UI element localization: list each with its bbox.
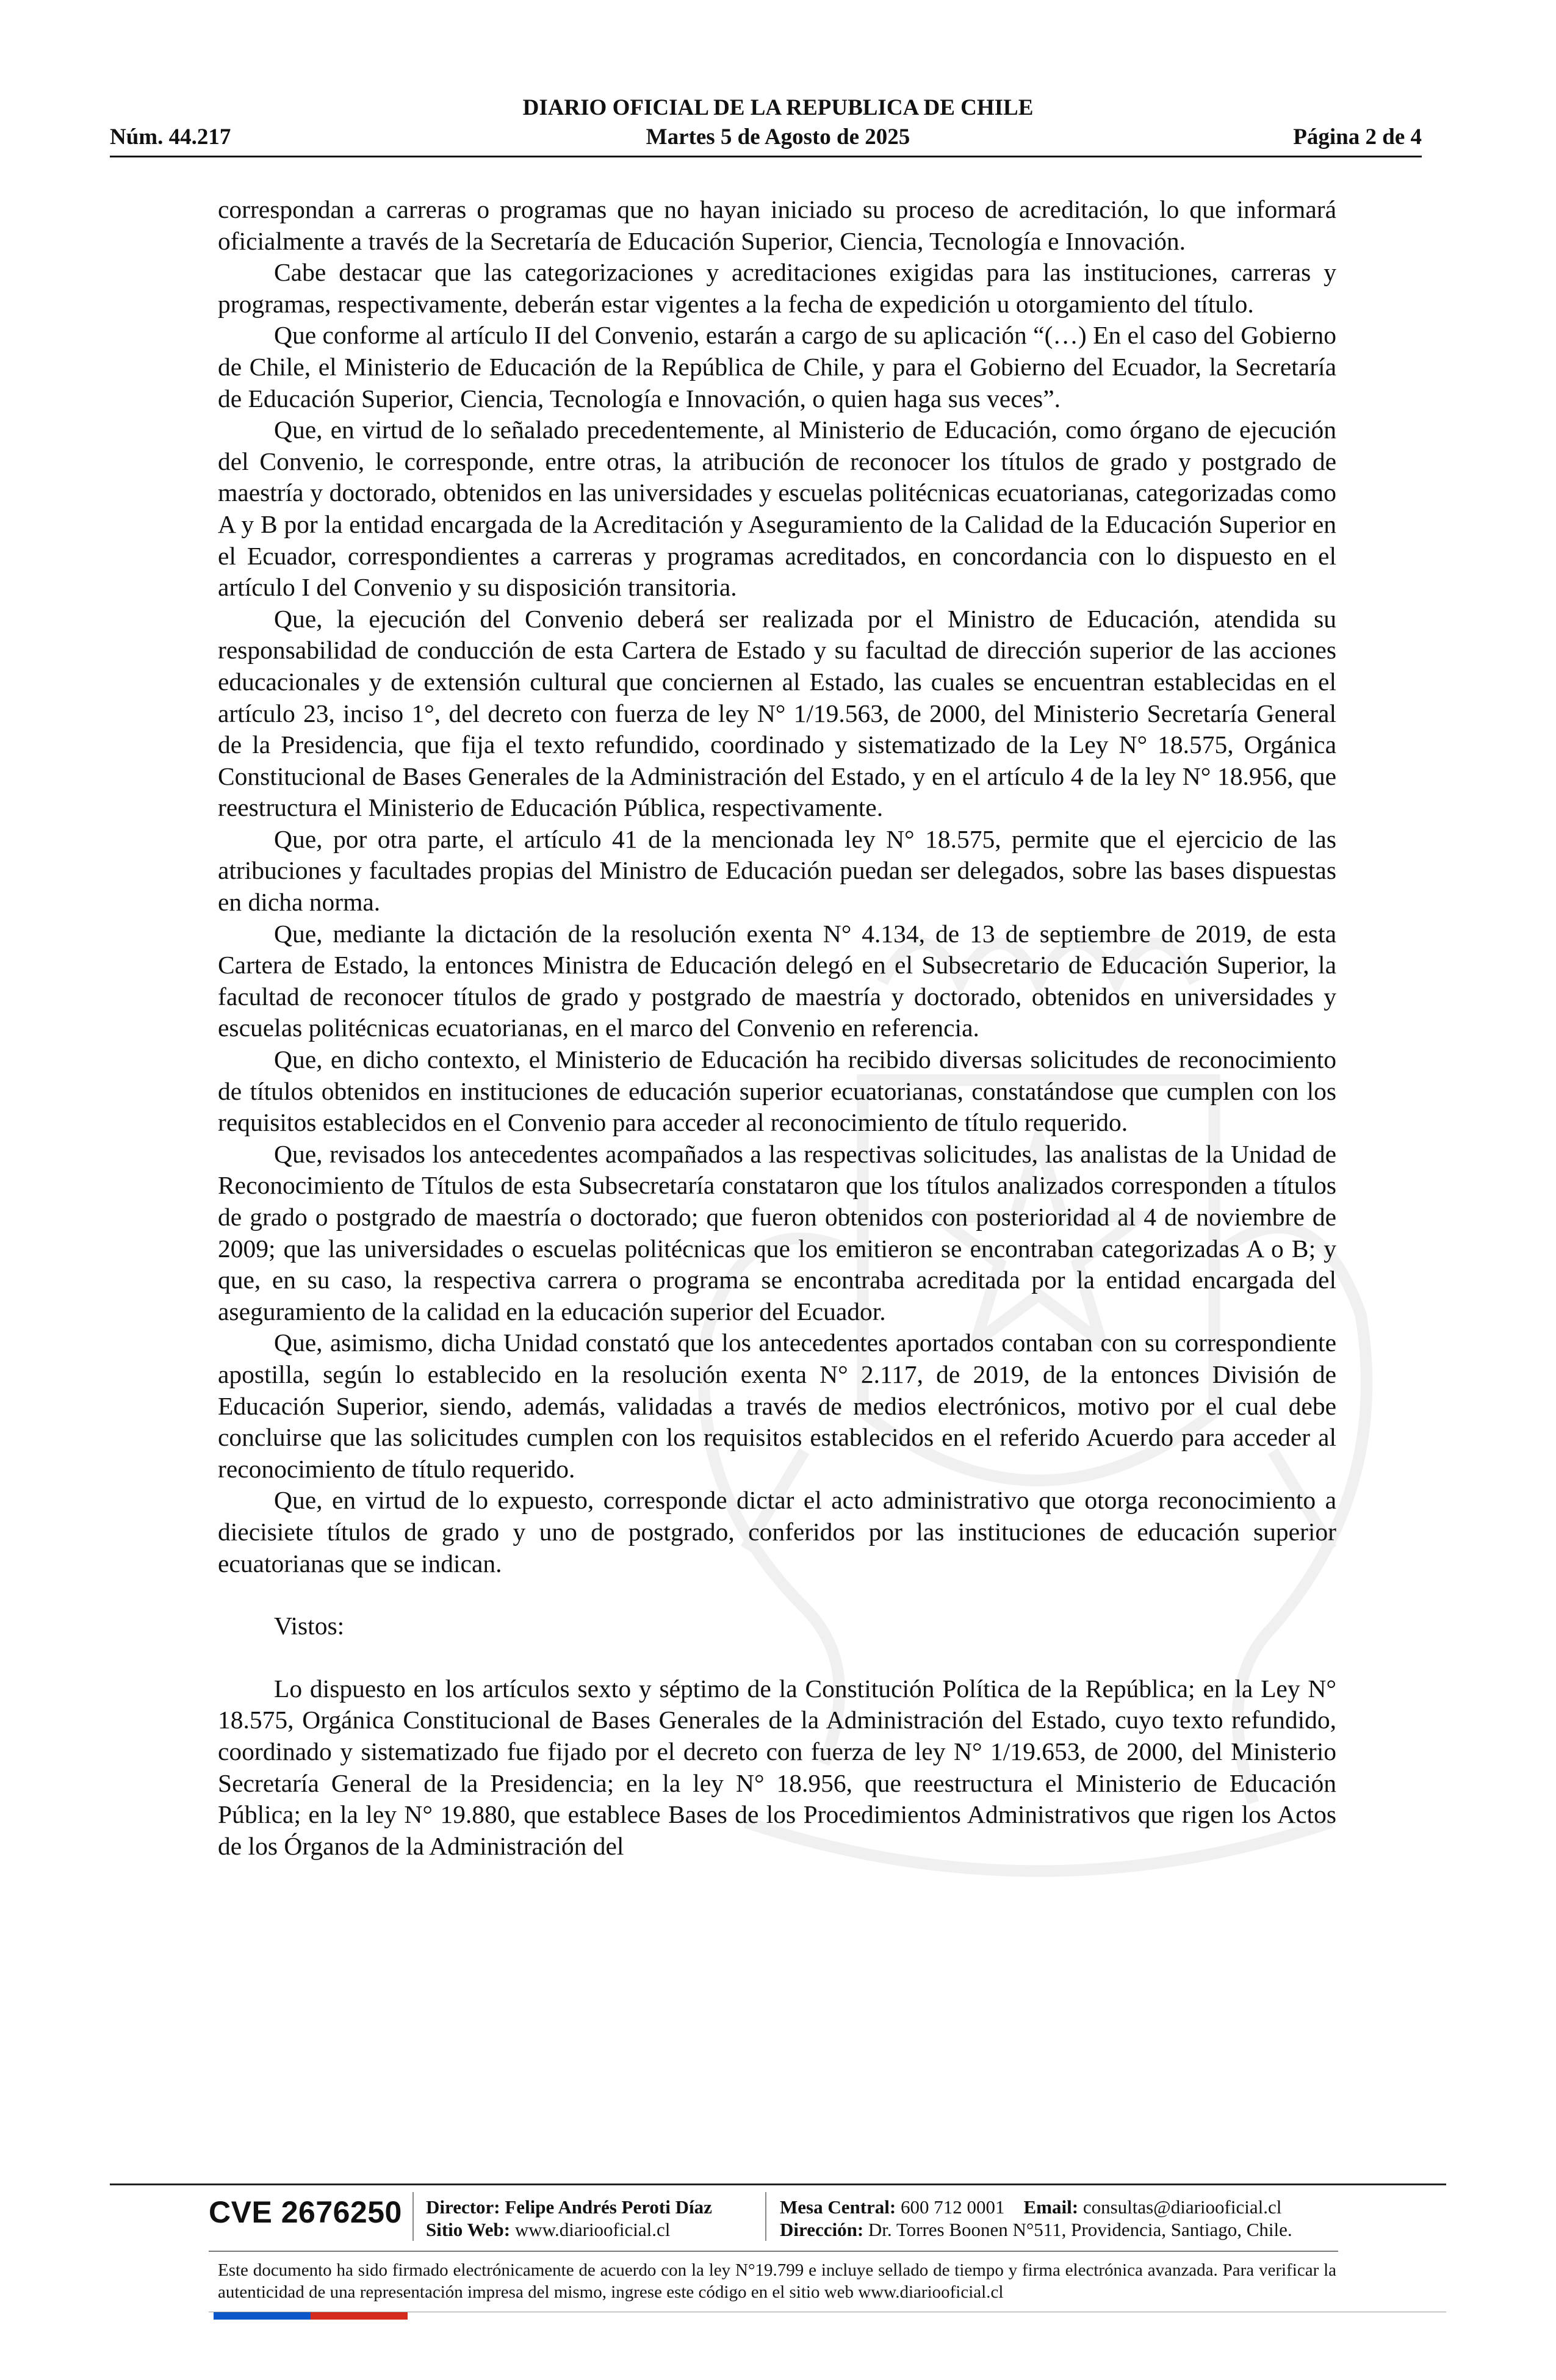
footer-divider-top xyxy=(110,2183,1446,2185)
body-paragraph: Que, por otra parte, el artículo 41 de la mencionada ley N° 18.575, permite que el ejercicio de las atribuciones y facultades propias del Ministro de Educación puedan ser delegados, sobre las bases dispuestas en dicha norma. xyxy=(218,824,1336,917)
body-paragraph: correspondan a carreras o programas que no hayan iniciado su proceso de acreditación, lo que informará oficialmente a través de la Secretaría de Educación Superior, Ciencia, Tecnología e Innovación. xyxy=(218,195,1336,255)
body-paragraph: Que, en virtud de lo señalado precedentemente, al Ministerio de Educación, como órgano de ejecución del Convenio, le corresponde, entre otras, la atribución de reconocer los títulos de grado y postgrado de maestría y doctorado, obtenidos en las universidades y escuelas politécnicas ecuatorianas, categorizadas como A y B por la entidad encargada de la Acreditación y Aseguramiento de la Calidad de la Educación Superior en el Ecuador, correspondientes a carreras y programas acreditados, en concordancia con lo dispuesto en el artículo I del Convenio y su disposición transitoria. xyxy=(218,416,1336,602)
site-label: Sitio Web: xyxy=(426,2219,511,2240)
page-indicator: Página 2 de 4 xyxy=(1293,124,1422,150)
footer-director-block xyxy=(426,2196,712,2241)
address-value: Dr. Torres Boonen N°511, Providencia, Santiago, Chile. xyxy=(868,2219,1292,2240)
director-label: Director: xyxy=(426,2196,500,2218)
issue-number: Núm. 44.217 xyxy=(110,124,231,150)
footer-contact-block xyxy=(780,2196,1292,2241)
issue-date: Martes 5 de Agosto de 2025 xyxy=(646,124,910,150)
body-paragraph: Que, en virtud de lo expuesto, corresponde dictar el acto administrativo que otorga reconocimiento a diecisiete títulos de grado y uno de postgrado, conferidos por las instituciones de educación superior ecuatorianas que se indican. xyxy=(218,1486,1336,1578)
footer-divider-mid xyxy=(209,2251,1338,2252)
footer-separator xyxy=(765,2192,766,2241)
section-heading-vistos: Vistos: xyxy=(274,1612,345,1640)
email-label: Email: xyxy=(1023,2196,1079,2218)
address-label: Dirección: xyxy=(780,2219,864,2240)
flag-stripe-red xyxy=(311,2312,408,2320)
document-body xyxy=(218,194,1336,1862)
header-divider xyxy=(110,156,1422,157)
mesa-phone: 600 712 0001 xyxy=(901,2196,1005,2218)
body-paragraph: Que, asimismo, dicha Unidad constató que los antecedentes aportados contaban con su correspondiente apostilla, según lo establecido en la resolución exenta N° 2.117, de 2019, de la entonces División de Educación Superior, siendo, además, validadas a través de medios electrónicos, motivo por el cual debe concluirse que las solicitudes cumplen con los requisitos establecidos en el referido Acuerdo para acceder al reconocimiento de título requerido. xyxy=(218,1329,1336,1483)
director-name: Felipe Andrés Peroti Díaz xyxy=(505,2196,712,2218)
cve-code: CVE 2676250 xyxy=(209,2195,402,2229)
body-paragraph: Que conforme al artículo II del Convenio, estarán a cargo de su aplicación “(…) En el caso del Gobierno de Chile, el Ministerio de Educación de la República de Chile, y para el Gobierno del Ecuador, la Secretaría de Educación Superior, Ciencia, Tecnología e Innovación, o quien haga sus veces”. xyxy=(218,321,1336,413)
body-paragraph: Que, mediante la dictación de la resolución exenta N° 4.134, de 13 de septiembre de 2019, de esta Cartera de Estado, la entonces Ministra de Educación delegó en el Subsecretario de Educación Superior, la facultad de reconocer títulos de grado y postgrado de maestría y doctorado, obtenidos en universidades y escuelas politécnicas ecuatorianas, en el marco del Convenio en referencia. xyxy=(218,919,1336,1042)
body-paragraph: Cabe destacar que las categorizaciones y acreditaciones exigidas para las instituciones, carreras y programas, respectivamente, deberán estar vigentes a la fecha de expedición u otorgamiento del título. xyxy=(218,258,1336,318)
body-paragraph: Que, en dicho contexto, el Ministerio de Educación ha recibido diversas solicitudes de reconocimiento de títulos obtenidos en instituciones de educación superior ecuatorianas, constatándose que cumplen con los requisitos establecidos en el Convenio para acceder al reconocimiento de título requerido. xyxy=(218,1045,1336,1137)
email-link[interactable]: consultas@diariooficial.cl xyxy=(1082,2196,1282,2218)
footer-separator xyxy=(412,2192,414,2241)
mesa-label: Mesa Central: xyxy=(780,2196,896,2218)
flag-stripe xyxy=(214,2312,408,2320)
body-paragraph: Lo dispuesto en los artículos sexto y séptimo de la Constitución Política de la República; en la Ley N° 18.575, Orgánica Constitucional de Bases Generales de la Administración del Estado, cuyo texto refundido, coordinado y sistematizado fue fijado por el decreto con fuerza de ley N° 1/19.653, de 2000, del Ministerio Secretaría General de la Presidencia; en la ley N° 18.956, que reestructura el Ministerio de Educación Pública; en la ley N° 19.880, que establece Bases de los Procedimientos Administrativos que rigen los Actos de los Órganos de la Administración del xyxy=(218,1674,1336,1860)
flag-stripe-blue xyxy=(214,2312,311,2320)
site-link[interactable]: www.diariooficial.cl xyxy=(514,2219,671,2240)
body-paragraph: Que, la ejecución del Convenio deberá ser realizada por el Ministro de Educación, atendida su responsabilidad de conducción de esta Cartera de Estado y su facultad de dirección superior de las acciones educacionales y de extensión cultural que conciernen al Estado, las cuales se encuentran establecidas en el artículo 23, inciso 1°, del decreto con fuerza de ley N° 1/19.563, de 2000, del Ministerio Secretaría General de la Presidencia, que fija el texto refundido, coordinado y sistematizado de la Ley N° 18.575, Orgánica Constitucional de Bases Generales de la Administración del Estado, y en el artículo 4 de la ley N° 18.956, que reestructura el Ministerio de Educación Pública, respectivamente. xyxy=(218,604,1336,822)
newspaper-title: DIARIO OFICIAL DE LA REPUBLICA DE CHILE xyxy=(522,95,1034,120)
body-paragraph: Que, revisados los antecedentes acompañados a las respectivas solicitudes, las analistas de la Unidad de Reconocimiento de Títulos de esta Subsecretaría constataron que los títulos analizados corresponden a títulos de grado o postgrado de maestría o doctorado; que fueron obtenidos con posterioridad al 4 de noviembre de 2009; que las universidades o escuelas politécnicas que los emitieron se encontraban categorizadas A o B; y que, en su caso, la respectiva carrera o programa se encontraba acreditada por la entidad encargada del aseguramiento de la calidad en la educación superior del Ecuador. xyxy=(218,1139,1336,1325)
legal-notice: Este documento ha sido firmado electrónicamente de acuerdo con la ley N°19.799 e incluye sellado de tiempo y firma electrónica avanzada. Para verificar la autenticidad de una representación impresa del mismo, ingrese este código en el sitio web www.diariooficial.cl xyxy=(218,2260,1336,2302)
